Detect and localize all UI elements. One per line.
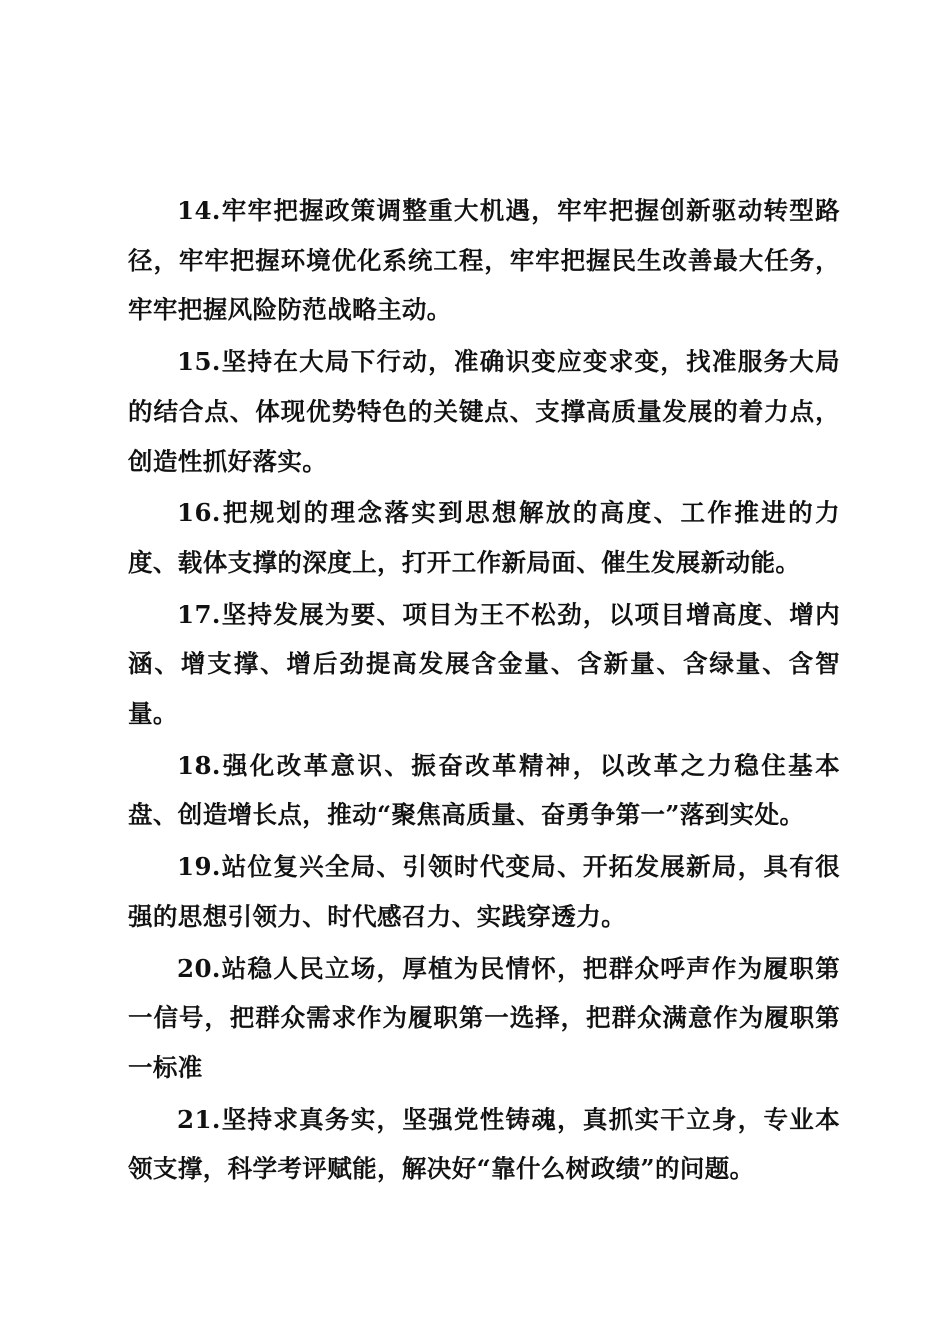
paragraph-16: 16.把规划的理念落实到思想解放的高度、工作推进的力度、载体支撑的深度上，打开工作新局面、催生发展新动能。 [128,498,840,577]
paragraph-20: 20.站稳人民立场，厚植为民情怀，把群众呼声作为履职第一信号，把群众需求作为履职第一选择，把群众满意作为履职第一标准 [128,953,840,1082]
document-body [128,186,840,1196]
paragraph-21: 21.坚持求真务实，坚强党性铸魂，真抓实干立身，专业本领支撑，科学考评赋能，解决好“靠什么树政绩”的问题。 [128,1104,840,1184]
paragraph-19: 19.站位复兴全局、引领时代变局、开拓发展新局，具有很强的思想引领力、时代感召力、实践穿透力。 [128,852,840,931]
paragraph-15: 15.坚持在大局下行动，准确识变应变求变，找准服务大局的结合点、体现优势特色的关键点、支撑高质量发展的着力点，创造性抓好落实。 [128,347,840,476]
paragraph-18: 18.强化改革意识、振奋改革精神，以改革之力稳住基本盘、创造增长点，推动“聚焦高质量、奋勇争第一”落到实处。 [128,750,840,830]
paragraph-17: 17.坚持发展为要、项目为王不松劲，以项目增高度、增内涵、增支撑、增后劲提高发展含金量、含新量、含绿量、含智量。 [128,599,840,729]
paragraph-14: 14.牢牢把握政策调整重大机遇，牢牢把握创新驱动转型路径，牢牢把握环境优化系统工程，牢牢把握民生改善最大任务，牢牢把握风险防范战略主动。 [128,196,840,325]
